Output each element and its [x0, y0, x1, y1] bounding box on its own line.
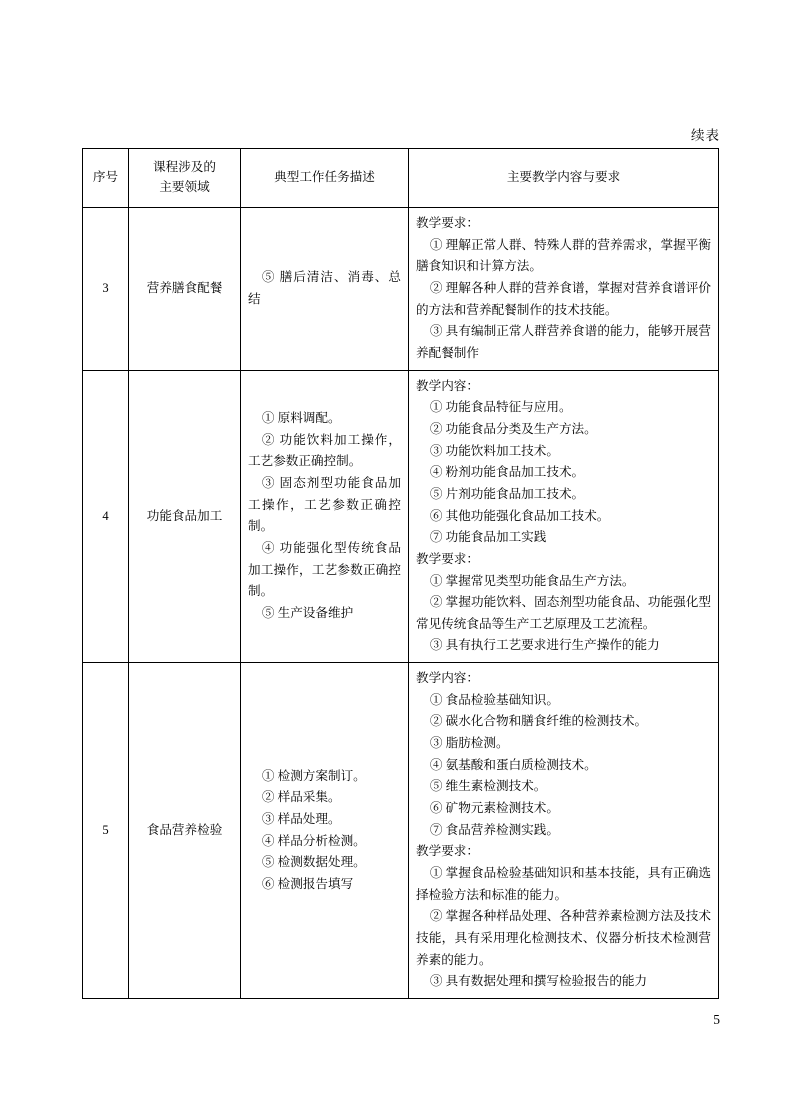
content-line: ④ 粉剂功能食品加工技术。 — [429, 465, 585, 480]
row-no: 3 — [83, 208, 129, 371]
task-item: ⑤ 检测数据处理。 — [261, 855, 366, 870]
content-line: ① 掌握食品检验基础知识和基本技能，具有正确选择检验方法和标准的能力。 — [416, 866, 711, 902]
content-line: ② 掌握功能饮料、固态剂型功能食品、功能强化型常见传统食品等生产工艺原理及工艺流程。 — [416, 595, 711, 631]
row-content — [409, 663, 719, 999]
task-item: ⑤ 膳后清洁、消毒、总结 — [248, 270, 401, 306]
row-content — [409, 208, 719, 371]
content-line: ⑥ 其他功能强化食品加工技术。 — [429, 508, 610, 523]
table-header-row — [83, 149, 719, 208]
content-line: ③ 具有数据处理和撰写检验报告的能力 — [429, 974, 648, 989]
task-item: ④ 功能强化型传统食品加工操作，工艺参数正确控制。 — [248, 541, 401, 599]
header-cell-task: 典型工作任务描述 — [241, 149, 409, 208]
content-line: ⑦ 功能食品加工实践 — [429, 530, 547, 545]
content-line: ⑦ 食品营养检测实践。 — [429, 822, 559, 837]
row-no: 5 — [83, 663, 129, 999]
content-line: 教学要求： — [416, 216, 479, 230]
continued-table-label: 续表 — [691, 128, 720, 143]
content-line: ② 理解各种人群的营养食谱，掌握对营养食谱评价的方法和营养配餐制作的技术技能。 — [416, 280, 711, 317]
row-no: 4 — [83, 370, 129, 663]
row-domain: 功能食品加工 — [129, 370, 241, 663]
task-item: ② 功能饮料加工操作，工艺参数正确控制。 — [248, 432, 401, 469]
row-content — [409, 370, 719, 663]
content-line: 教学内容： — [416, 378, 479, 393]
header-domain-line1: 课程涉及的 — [153, 160, 216, 175]
content-line: ③ 脂肪检测。 — [429, 736, 509, 751]
table-header — [83, 149, 719, 208]
task-item: ① 检测方案制订。 — [261, 768, 366, 783]
content-line: ⑤ 片剂功能食品加工技术。 — [429, 486, 585, 501]
content-line: ① 功能食品特征与应用。 — [429, 400, 572, 415]
header-cell-domain — [129, 149, 241, 208]
content-line: ① 掌握常见类型功能食品生产方法。 — [429, 573, 635, 588]
content-line: ② 掌握各种样品处理、各种营养素检测方法及技术技能，具有采用理化检测技术、仪器分析技术检测营养素的能力。 — [416, 909, 711, 967]
task-item: ⑤ 生产设备维护 — [261, 605, 354, 620]
content-line: ④ 氨基酸和蛋白质检测技术。 — [429, 757, 597, 772]
task-item: ③ 固态剂型功能食品加工操作，工艺参数正确控制。 — [248, 476, 401, 534]
task-item: ④ 样品分析检测。 — [261, 833, 366, 848]
task-item: ⑥ 检测报告填写 — [261, 876, 354, 891]
page-number: 5 — [713, 1012, 720, 1027]
table-row — [83, 370, 719, 663]
content-line: ③ 功能饮料加工技术。 — [429, 443, 559, 458]
content-line: 教学要求： — [416, 844, 479, 859]
task-item: ③ 样品处理。 — [261, 811, 341, 826]
row-tasks — [241, 208, 409, 371]
table-row — [83, 208, 719, 371]
content-line: 教学要求： — [416, 551, 479, 566]
content-line: ② 功能食品分类及生产方法。 — [429, 421, 597, 436]
table-row — [83, 663, 719, 999]
header-domain-line2: 主要领域 — [159, 180, 210, 194]
header-cell-no: 序号 — [83, 149, 129, 208]
row-domain: 营养膳食配餐 — [129, 208, 241, 371]
content-line: ① 理解正常人群、特殊人群的营养需求，掌握平衡膳食知识和计算方法。 — [416, 237, 711, 274]
table-body — [83, 208, 719, 999]
content-line: ① 食品检验基础知识。 — [429, 692, 559, 707]
curriculum-table — [82, 148, 719, 999]
header-cell-content: 主要教学内容与要求 — [409, 149, 719, 208]
content-line: 教学内容： — [416, 671, 479, 686]
row-tasks — [241, 663, 409, 999]
row-tasks — [241, 370, 409, 663]
content-line: ⑤ 维生素检测技术。 — [429, 779, 547, 794]
content-line: ⑥ 矿物元素检测技术。 — [429, 801, 559, 816]
row-domain: 食品营养检验 — [129, 663, 241, 999]
content-line: ③ 具有执行工艺要求进行生产操作的能力 — [429, 638, 660, 653]
task-item: ① 原料调配。 — [261, 411, 341, 426]
task-item: ② 样品采集。 — [261, 790, 341, 805]
content-line: ② 碳水化合物和膳食纤维的检测技术。 — [429, 714, 648, 729]
content-line: ③ 具有编制正常人群营养食谱的能力，能够开展营养配餐制作 — [416, 324, 711, 360]
